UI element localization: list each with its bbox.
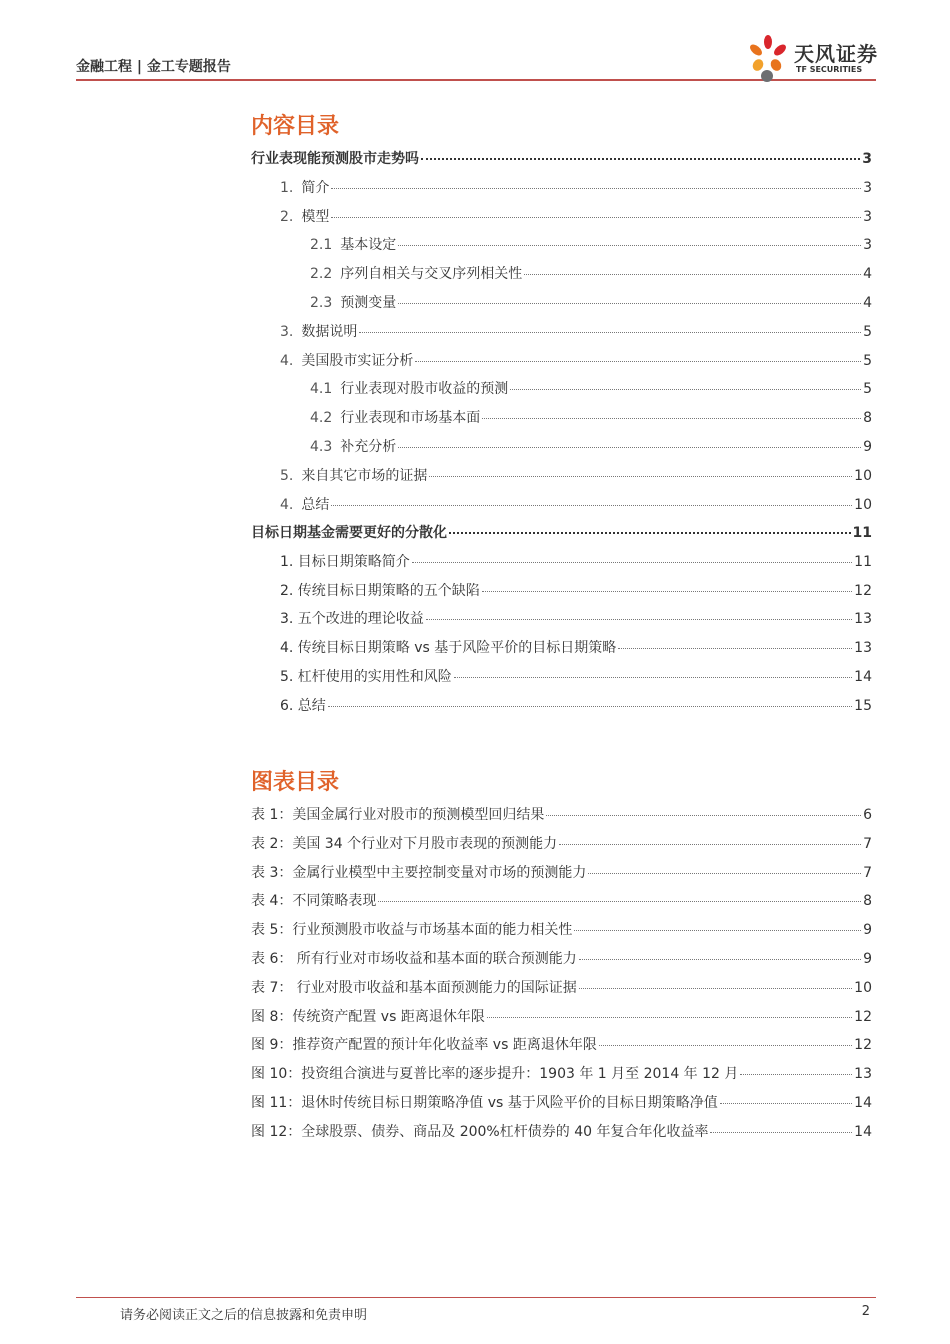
figure-entry-text: 表 6： 所有行业对市场收益和基本面的联合预测能力 — [251, 951, 577, 967]
toc-entry-text: 行业表现对股市收益的预测 — [340, 381, 509, 397]
dot-leader — [710, 1132, 852, 1133]
toc-entry-label — [280, 637, 616, 657]
toc-entry-label — [280, 321, 357, 341]
dot-leader — [599, 1045, 852, 1046]
toc-entry-number: 2.2 — [310, 266, 333, 282]
toc-entry-page: 5 — [863, 353, 872, 369]
toc-entry[interactable] — [251, 522, 872, 542]
figure-list-title: 图表目录 — [251, 770, 340, 795]
toc-entry[interactable] — [280, 494, 872, 514]
toc-entry-page: 9 — [863, 439, 872, 455]
toc-entry[interactable] — [310, 378, 872, 398]
toc-entry-page: 3 — [863, 180, 872, 196]
toc-entry-label — [280, 580, 480, 600]
dot-leader — [398, 303, 861, 304]
figure-entry[interactable] — [251, 1063, 872, 1083]
figure-entry[interactable] — [251, 862, 872, 882]
toc-entry-number: 4.2 — [310, 410, 333, 426]
toc-entry-number: 2.3 — [310, 295, 333, 311]
figure-entry-text: 表 1：美国金属行业对股市的预测模型回归结果 — [251, 807, 545, 823]
toc-entry-page: 14 — [854, 669, 872, 685]
toc-entry-label — [280, 551, 410, 571]
figure-entry-text: 图 8：传统资产配置 vs 距离退休年限 — [251, 1009, 485, 1025]
dot-leader — [421, 158, 860, 160]
toc-entry[interactable] — [280, 177, 872, 197]
dot-leader — [546, 815, 861, 816]
figure-entry[interactable] — [251, 1092, 872, 1112]
toc-entry-label — [310, 292, 396, 312]
figure-entry-page: 13 — [854, 1066, 872, 1082]
toc-entry-page: 4 — [863, 266, 872, 282]
toc-entry-label — [310, 234, 396, 254]
toc-entry[interactable] — [280, 350, 872, 370]
toc-title: 内容目录 — [251, 114, 340, 139]
toc-entry[interactable] — [280, 465, 872, 485]
dot-leader — [559, 844, 861, 845]
toc-entry-label — [251, 522, 447, 542]
figure-entry-page: 10 — [854, 980, 872, 996]
toc-entry-page: 12 — [854, 583, 872, 599]
toc-entry-page: 13 — [854, 640, 872, 656]
toc-entry-label — [280, 177, 329, 197]
toc-entry-label — [280, 465, 427, 485]
toc-entry-number: 4. — [280, 353, 294, 369]
toc-entry-number: 2. — [280, 209, 294, 225]
toc-entry-text: 简介 — [301, 180, 330, 196]
dot-leader — [359, 332, 861, 333]
dot-leader — [415, 361, 861, 362]
toc-entry[interactable] — [310, 292, 872, 312]
toc-entry-text: 2. 传统目标日期策略的五个缺陷 — [280, 583, 480, 599]
toc-entry-label — [280, 494, 329, 514]
toc-entry-text: 美国股市实证分析 — [301, 353, 414, 369]
logo-text-en: TF SECURITIES — [796, 65, 863, 74]
figure-entry[interactable] — [251, 833, 872, 853]
toc-entry-page: 13 — [854, 611, 872, 627]
toc-entry-page: 3 — [862, 151, 872, 167]
toc-entry-number: 4.1 — [310, 381, 333, 397]
figure-entry[interactable] — [251, 977, 872, 997]
figure-entry-text: 表 3：金属行业模型中主要控制变量对市场的预测能力 — [251, 865, 587, 881]
toc-entry-text: 预测变量 — [340, 295, 397, 311]
toc-entry-text: 6. 总结 — [280, 698, 326, 714]
company-logo — [746, 34, 886, 82]
toc-entry-number: 4. — [280, 497, 294, 513]
toc-entry-text: 基本设定 — [340, 237, 397, 253]
logo-text-cn: 天风证券 — [794, 42, 878, 66]
figure-entry-page: 12 — [854, 1037, 872, 1053]
dot-leader — [398, 447, 861, 448]
toc-entry[interactable] — [280, 321, 872, 341]
dot-leader — [482, 418, 861, 419]
toc-entry[interactable] — [280, 580, 872, 600]
dot-leader — [720, 1103, 852, 1104]
toc-entry-page: 5 — [863, 381, 872, 397]
dot-leader — [579, 988, 852, 989]
toc-entry-text: 总结 — [301, 497, 330, 513]
toc-entry-page: 4 — [863, 295, 872, 311]
figure-entry-text: 表 5：行业预测股市收益与市场基本面的能力相关性 — [251, 922, 573, 938]
toc-entry[interactable] — [310, 234, 872, 254]
footer-disclaimer: 请务必阅读正文之后的信息披露和免责申明 — [120, 1308, 368, 1323]
toc-entry-label — [251, 148, 419, 168]
figure-entry-text: 图 10：投资组合演进与夏普比率的逐步提升：1903 年 1 月至 2014 年 12 月 — [251, 1066, 739, 1082]
dot-leader — [398, 245, 861, 246]
figure-entry-page: 6 — [863, 807, 872, 823]
toc-entry-page: 5 — [863, 324, 872, 340]
toc-entry-page: 11 — [854, 554, 872, 570]
toc-entry-label — [310, 407, 480, 427]
figure-entry[interactable] — [251, 919, 872, 939]
toc-entry-number: 4.3 — [310, 439, 333, 455]
dot-leader — [331, 505, 852, 506]
toc-entry[interactable] — [251, 148, 872, 168]
dot-leader — [740, 1074, 852, 1075]
figure-entry[interactable] — [251, 1121, 872, 1141]
toc-entry-page: 10 — [854, 497, 872, 513]
toc-entry[interactable] — [310, 436, 872, 456]
figure-entry-text: 表 4：不同策略表现 — [251, 893, 377, 909]
page-number: 2 — [861, 1304, 870, 1319]
figure-entry-text: 图 12：全球股票、债券、商品及 200%杠杆债券的 40 年复合年化收益率 — [251, 1124, 709, 1140]
toc-entry-label — [280, 350, 413, 370]
toc-entry[interactable] — [280, 206, 872, 226]
footer-divider — [76, 1297, 876, 1298]
figure-entry-text: 图 11：退休时传统目标日期策略净值 vs 基于风险平价的目标日期策略净值 — [251, 1095, 718, 1111]
toc-entry-text: 3. 五个改进的理论收益 — [280, 611, 424, 627]
figure-entry[interactable] — [251, 804, 872, 824]
figure-entry-text: 表 7： 行业对股市收益和基本面预测能力的国际证据 — [251, 980, 577, 996]
toc-entry-label — [280, 695, 326, 715]
toc-entry-page: 10 — [854, 468, 872, 484]
dot-leader — [524, 274, 861, 275]
toc-entry-label — [310, 378, 508, 398]
dot-leader — [331, 217, 861, 218]
dot-leader — [331, 188, 861, 189]
toc-entry-label — [280, 666, 452, 686]
dot-leader — [328, 706, 852, 707]
dot-leader — [429, 476, 852, 477]
dot-leader — [449, 532, 851, 534]
dot-leader — [579, 959, 861, 960]
toc-entry-text: 行业表现和市场基本面 — [340, 410, 481, 426]
dot-leader — [510, 389, 861, 390]
figure-entry-page: 14 — [854, 1124, 872, 1140]
toc-entry-text: 行业表现能预测股市走势吗 — [251, 151, 419, 167]
figure-entry-page: 12 — [854, 1009, 872, 1025]
toc-entry[interactable] — [310, 263, 872, 283]
toc-entry-text: 补充分析 — [340, 439, 397, 455]
figure-entry-text: 表 2：美国 34 个行业对下月股市表现的预测能力 — [251, 836, 558, 852]
toc-entry[interactable] — [280, 551, 872, 571]
toc-entry-page: 3 — [863, 237, 872, 253]
toc-entry-number: 2.1 — [310, 237, 333, 253]
dot-leader — [378, 901, 861, 902]
toc-entry-text: 模型 — [301, 209, 330, 225]
toc-entry[interactable] — [310, 407, 872, 427]
figure-entry-text: 图 9：推荐资产配置的预计年化收益率 vs 距离退休年限 — [251, 1037, 597, 1053]
toc-entry-text: 序列自相关与交叉序列相关性 — [340, 266, 523, 282]
figure-entry[interactable] — [251, 948, 872, 968]
toc-entry-number: 5. — [280, 468, 294, 484]
dot-leader — [454, 677, 852, 678]
toc-entry-label — [310, 263, 522, 283]
toc-entry[interactable] — [280, 637, 872, 657]
dot-leader — [426, 619, 852, 620]
toc-entry-page: 3 — [863, 209, 872, 225]
toc-entry-label — [280, 608, 424, 628]
toc-entry-number: 3. — [280, 324, 294, 340]
toc-entry-text: 来自其它市场的证据 — [301, 468, 428, 484]
figure-entry-page: 9 — [863, 922, 872, 938]
flower-logo-icon — [746, 34, 792, 82]
figure-entry-page: 9 — [863, 951, 872, 967]
dot-leader — [487, 1017, 852, 1018]
figure-entry-page: 7 — [863, 865, 872, 881]
toc-entry-number: 1. — [280, 180, 294, 196]
toc-entry-text: 数据说明 — [301, 324, 358, 340]
toc-entry-label — [280, 206, 329, 226]
dot-leader — [574, 930, 861, 931]
dot-leader — [412, 562, 852, 563]
figure-entry-page: 7 — [863, 836, 872, 852]
toc-entry-text: 4. 传统目标日期策略 vs 基于风险平价的目标日期策略 — [280, 640, 617, 656]
toc-entry[interactable] — [280, 608, 872, 628]
figure-entry-page: 8 — [863, 893, 872, 909]
toc-entry-text: 5. 杠杆使用的实用性和风险 — [280, 669, 452, 685]
toc-entry-page: 15 — [854, 698, 872, 714]
dot-leader — [588, 873, 861, 874]
figure-entry[interactable] — [251, 1006, 872, 1026]
toc-entry[interactable] — [280, 695, 872, 715]
figure-entry-page: 14 — [854, 1095, 872, 1111]
dot-leader — [618, 648, 852, 649]
toc-entry-page: 11 — [852, 525, 872, 541]
toc-entry-text: 1. 目标日期策略简介 — [280, 554, 410, 570]
toc-entry-page: 8 — [863, 410, 872, 426]
toc-entry[interactable] — [280, 666, 872, 686]
toc-entry-label — [310, 436, 396, 456]
toc-entry-text: 目标日期基金需要更好的分散化 — [251, 525, 447, 541]
dot-leader — [482, 591, 852, 592]
figure-entry[interactable] — [251, 1034, 872, 1054]
header-breadcrumb: 金融工程 | 金工专题报告 — [76, 59, 231, 75]
figure-entry[interactable] — [251, 890, 872, 910]
